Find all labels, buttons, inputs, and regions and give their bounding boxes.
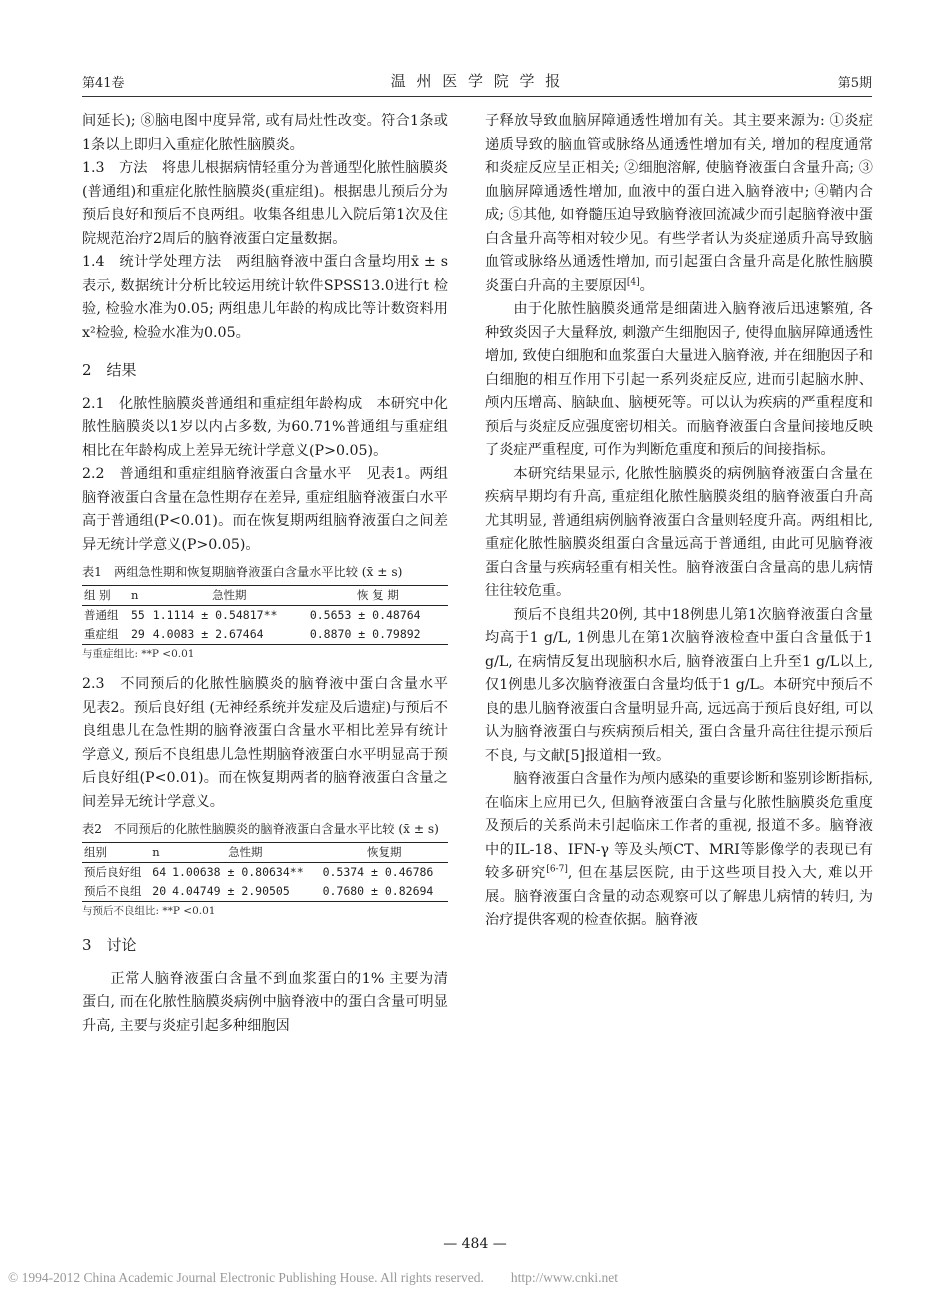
table2-caption: 表2 不同预后的化脓性脑膜炎的脑脊液蛋白含量水平比较 (x̄ ± s)	[82, 822, 439, 836]
table1-note: 与重症组比: **P <0.01	[82, 648, 195, 660]
table2-header: 恢复期	[321, 843, 448, 863]
citation-ref: [4]	[626, 276, 640, 287]
volume-label: 第41卷	[82, 76, 125, 91]
table-cell: 0.5653 ± 0.48764	[309, 608, 421, 622]
paragraph-2-2: 2.2 普通组和重症组脑脊液蛋白含量水平 见表1。两组脑脊液蛋白含量在急性期存在差异, 重症组脑脊液蛋白水平高于普通组(P<0.01)。而在恢复期两组脑脊液蛋白之间差异无统计学意义(P>0.05)。	[82, 466, 448, 553]
header-rule	[82, 96, 872, 97]
paragraph-r4: 预后不良组共20例, 其中18例患儿第1次脑脊液蛋白含量均高于1 g/L, 1例患儿在第1次脑脊液检查中蛋白含量低于1 g/L, 在病情反复出现脑积水后, 脑脊液蛋白上升至1 g/L以上, 仅1例患儿多次脑脊液蛋白含量均低于1 g/L。本研究中预后不良的患儿脑脊液蛋白含量明显升高, 远远高于预后良好组, 可以认为脑脊液蛋白与疾病预后相关, 蛋白含量升高往往提示预后不良, 与文献[5]报道相一致。	[485, 606, 873, 764]
page-number: — 484 —	[443, 1236, 507, 1252]
table-row	[82, 882, 448, 902]
paragraph-1-4: 1.4 统计学处理方法 两组脑脊液中蛋白含量均用x̄ ± s 表示, 数据统计分析比较运用统计软件SPSS13.0进行t 检验, 检验水准为0.05; 两组患儿年龄的构成比等计数资料用x²检验, 检验水准为0.05。	[82, 254, 448, 341]
table2-note: 与预后不良组比: **P <0.01	[82, 905, 216, 917]
table-cell: 普通组	[84, 608, 119, 622]
paragraph-2-3: 2.3 不同预后的化脓性脑膜炎的脑脊液中蛋白含量水平 见表2。预后良好组 (无神经系统并发症及后遗症)与预后不良组患儿在急性期的脑脊液蛋白含量水平相比差异有统计学意义, 预后不良组患儿急性期脑脊液蛋白水平明显高于预后良好组(P<0.01)。而在恢复期两者的脑脊液蛋白含量之间差异无统计学意义。	[82, 676, 463, 810]
paragraph-r5: 脑脊液蛋白含量作为颅内感染的重要诊断和鉴别诊断指标, 在临床上应用已久, 但脑脊液蛋白含量与化脓性脑膜炎危重度及预后的关系尚未引起临床工作者的重视, 报道不多。脑脊液中的IL-18、IFN-γ 等及头颅CT、MRI等影像学的表现已有较多研究[6-7], 但在基层医院, 由于这些项目投入大, 难以开展。脑脊液蛋白含量的动态观察可以了解患儿病情的转归, 为治疗提供客观的检查依据。脑脊液	[485, 771, 873, 928]
paragraph-1-3: 1.3 方法 将患儿根据病情轻重分为普通型化脓性脑膜炎(普通组)和重症化脓性脑膜炎(重症组)。根据患儿预后分为预后良好和预后不良两组。收集各组患儿入院后第1次及住院规范治疗2周后的脑脊液蛋白定量数据。	[82, 160, 448, 247]
table1-header: 急性期	[151, 586, 308, 606]
table-cell: 64	[152, 865, 167, 879]
left-column	[82, 110, 463, 1038]
paragraph-r2: 由于化脓性脑膜炎通常是细菌进入脑脊液后迅速繁殖, 各种致炎因子大量释放, 刺激产生细胞因子, 使得血脑屏障通透性增加, 致使白细胞和血浆蛋白大量进入脑脊液, 并在细胞因子和白细胞的相互作用下引起一系列炎症反应, 进而引起脑水肿、颅内压增高、脑缺血、脑梗死等。可以认为疾病的严重程度和预后与炎症反应强度密切相关。而脑脊液蛋白含量间接地反映了炎症严重程度, 可作为判断危重度和预后的间接指标。	[485, 301, 873, 458]
journal-title: 温 州 医 学 院 学 报	[390, 72, 564, 90]
table2-header: 组别	[82, 843, 150, 863]
table-cell: 预后不良组	[82, 882, 150, 902]
running-header	[82, 68, 872, 92]
table-cell: 4.0083 ± 2.67464	[151, 625, 308, 645]
table-cell: 55	[131, 608, 145, 622]
table-row	[82, 863, 448, 883]
table-cell: 4.04749 ± 2.90505	[170, 882, 320, 902]
table-cell: 0.5374 ± 0.46786	[322, 865, 434, 879]
paragraph-continued: 间延长); ⑧脑电图中度异常, 或有局灶性改变。符合1条或1条以上即归入重症化脓性脑膜炎。	[82, 113, 448, 153]
table-cell: 预后良好组	[84, 865, 142, 879]
table1-header: 组 别	[82, 586, 129, 606]
issue-label: 第5期	[837, 76, 872, 91]
table1-caption: 表1 两组急性期和恢复期脑脊液蛋白含量水平比较 (x̄ ± s)	[82, 565, 403, 579]
copyright-footer: © 1994-2012 China Academic Journal Electronic Publishing House. All rights reserved. http://www.cnki.net	[8, 1270, 619, 1285]
section-heading-discussion: 3 讨论	[82, 936, 137, 954]
table2-header: 急性期	[170, 843, 320, 863]
table1-header: 恢 复 期	[308, 586, 448, 606]
table-cell: 1.00638 ± 0.80634**	[172, 865, 304, 879]
paragraph-3: 正常人脑脊液蛋白含量不到血浆蛋白的1% 主要为清蛋白, 而在化脓性脑膜炎病例中脑脊液中的蛋白含量可明显升高, 主要与炎症引起多种细胞因	[82, 970, 448, 1034]
table2	[82, 842, 448, 902]
section-heading-results: 2 结果	[82, 361, 137, 379]
table1-header: n	[129, 586, 151, 606]
paragraph-2-1: 2.1 化脓性脑膜炎普通组和重症组年龄构成 本研究中化脓性脑膜炎以1岁以内占多数, 为60.71%普通组与重症组相比在年龄构成上差异无统计学意义(P>0.05)。	[82, 395, 448, 459]
table1	[82, 585, 448, 645]
table-cell: 0.8870 ± 0.79892	[308, 625, 448, 645]
table-cell: 重症组	[82, 625, 129, 645]
right-column	[485, 110, 873, 933]
table-cell: 1.1114 ± 0.54817**	[152, 608, 278, 622]
paragraph-r3: 本研究结果显示, 化脓性脑膜炎的病例脑脊液蛋白含量在疾病早期均有升高, 重症组化脓性脑膜炎组的脑脊液蛋白升高尤其明显, 普通组病例脑脊液蛋白含量则轻度升高。两组相比, 重症化脓性脑膜炎组蛋白含量远高于普通组, 由此可见脑脊液蛋白含量与疾病轻重有相关性。脑脊液蛋白含量高的患儿病情往往较危重。	[485, 465, 873, 599]
table-row	[82, 606, 448, 626]
table-cell: 0.7680 ± 0.82694	[321, 882, 448, 902]
table-cell: 29	[129, 625, 151, 645]
table-row	[82, 625, 448, 645]
table-cell: 20	[150, 882, 170, 902]
table2-header: n	[150, 843, 170, 863]
citation-ref: [6-7]	[546, 864, 568, 875]
paragraph-r1: 子释放导致血脑屏障通透性增加有关。其主要来源为: ①炎症递质导致的脑血管或脉络丛通透性增加有关, 增加的程度通常和炎症反应呈正相关; ②细胞溶解, 使脑脊液蛋白含量升高; ③血脑屏障通透性增加, 血液中的蛋白进入脑脊液中; ④鞘内合成; ⑤其他, 如脊髓压迫导致脑脊液回流减少而引起脑脊液中蛋白含量升高等相对较少见。有些学者认为炎症递质升高导致脑血管或脉络丛通透性增加, 而引起蛋白含量升高是化脓性脑膜炎蛋白升高的主要原因[4]。	[485, 113, 873, 294]
